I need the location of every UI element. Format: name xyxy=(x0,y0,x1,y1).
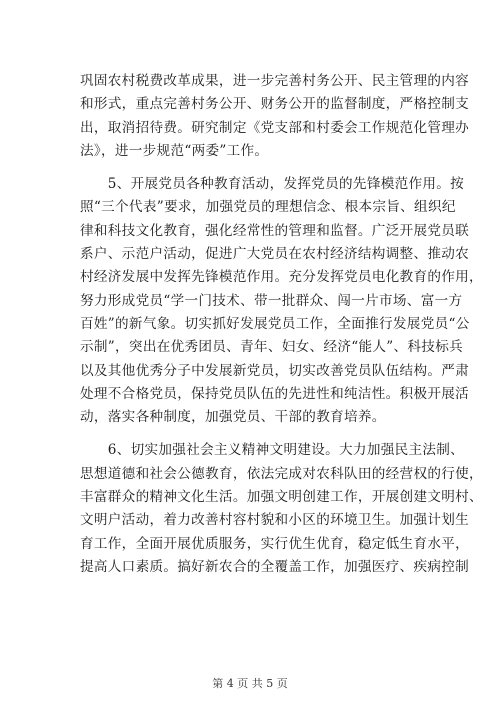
text-line: 示制”，突出在优秀团员、青年、妇女、经济“能人”、科技标兵 xyxy=(80,339,463,356)
paragraph-gap xyxy=(80,429,430,439)
text-line: 百姓”的新气象。切实抓好发展党员工作，全面推行发展党员“公 xyxy=(80,315,470,332)
text-line: 思想道德和社会公德教育，依法完成对农科队田的经营权的行使， xyxy=(80,465,483,482)
text-line: 出，取消招待费。研究制定《党支部和村委会工作规范化管理办 xyxy=(80,119,470,136)
page-number-label: 第 4 页 共 5 页 xyxy=(212,677,288,690)
text-line: 法》，进一步规范“两委”工作。 xyxy=(80,142,269,159)
text-line: 村经济发展中发挥先锋模范作用。充分发挥党员电化教育的作用， xyxy=(80,269,483,286)
text-line: 巩固农村税费改革成果，进一步完善村务公开、民主管理的内容 xyxy=(80,73,470,89)
text-line: 6、切实加强社会主义精神文明建设。大力加强民主法制、 xyxy=(80,442,465,459)
text-line: 照“三个代表”要求，加强党员的理想信念、根本宗旨、组织纪 xyxy=(80,199,456,216)
paragraph-3 xyxy=(80,439,483,579)
body-text xyxy=(80,70,483,579)
text-line: 育工作，全面开展优质服务，实行优生优育，稳定低生育水平， xyxy=(80,535,470,552)
text-line: 以及其他优秀分子中发展新党员，切实改善党员队伍结构。严肃 xyxy=(80,362,470,379)
text-line: 努力形成党员“学一门技术、带一批群众、闯一片市场、富一方 xyxy=(80,292,463,309)
text-line: 提高人口素质。搞好新农合的全覆盖工作，加强医疗、疾病控制 xyxy=(80,558,470,575)
text-line: 系户、示范户活动，促进广大党员在农村经济结构调整、推动农 xyxy=(80,246,470,263)
text-line: 丰富群众的精神文化生活。加强文明创建工作，开展创建文明村、 xyxy=(80,489,483,506)
paragraph-1 xyxy=(80,70,470,163)
paragraph-gap xyxy=(80,163,430,173)
text-line: 文明户活动，着力改善村容村貌和小区的环境卫生。加强计划生 xyxy=(80,512,470,529)
text-line: 和形式，重点完善村务公开、财务公开的监督制度，严格控制支 xyxy=(80,96,470,113)
text-line: 处理不合格党员，保持党员队伍的先进性和纯洁性。积极开展活 xyxy=(80,385,470,402)
text-line: 动，落实各种制度，加强党员、干部的教育培养。 xyxy=(80,409,386,426)
page-footer xyxy=(0,675,500,691)
text-line: 律和科技文化教育，强化经常性的管理和监督。广泛开展党员联 xyxy=(80,222,470,239)
paragraph-2 xyxy=(80,173,483,429)
text-line: 5、开展党员各种教育活动，发挥党员的先锋模范作用。按 xyxy=(80,176,465,193)
